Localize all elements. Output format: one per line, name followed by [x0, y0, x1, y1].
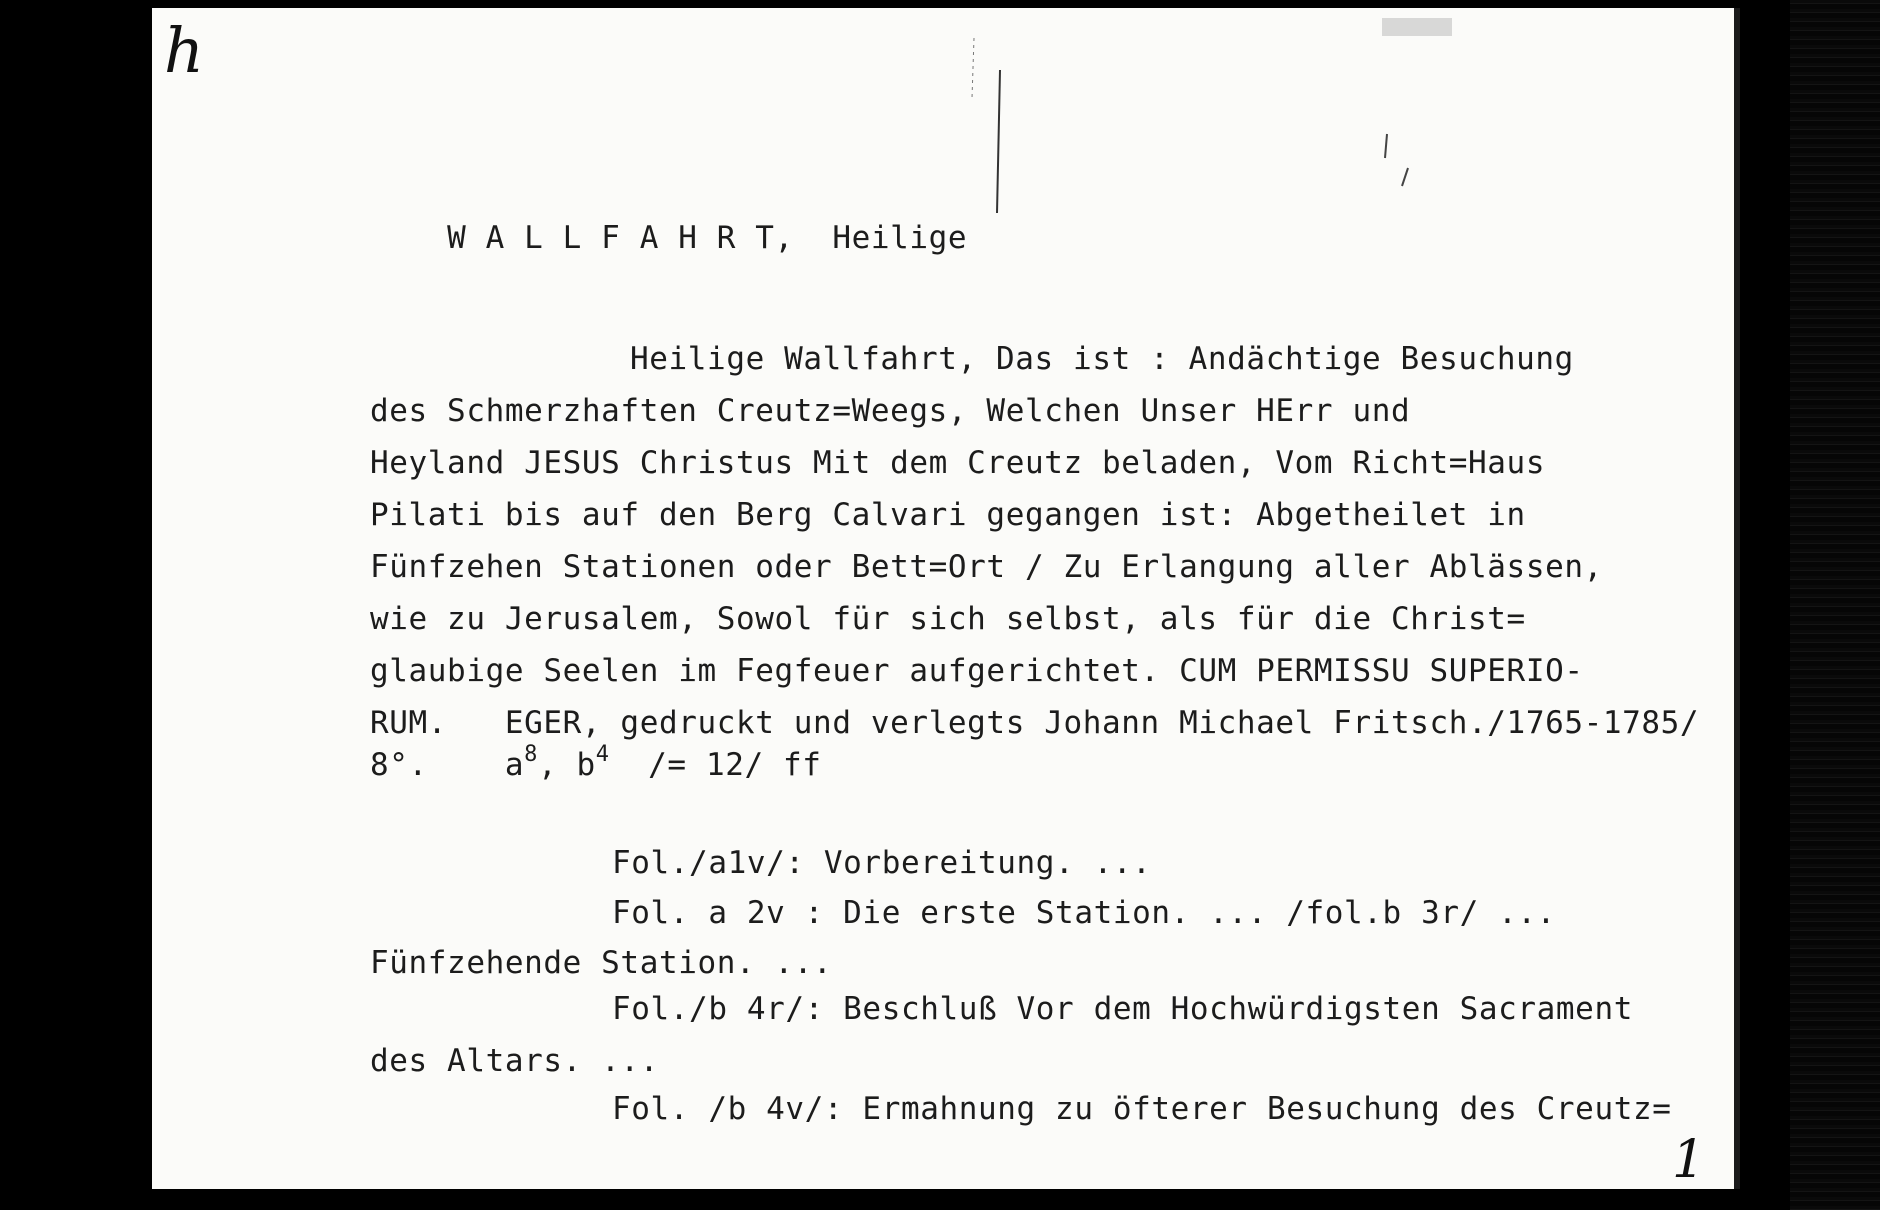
signature-b: b	[576, 747, 596, 783]
catalog-card	[152, 8, 1734, 1189]
corner-handwritten-mark: h	[164, 14, 204, 87]
page-number-mark: 1	[1672, 1130, 1706, 1189]
signature-separator: ,	[537, 747, 558, 783]
signature-a: a	[504, 747, 525, 783]
heading-sub: Heilige	[832, 220, 968, 256]
body-line-3: Heyland JESUS Christus Mit dem Creutz beladen, Vom Richt=Haus	[370, 445, 1546, 481]
contents-line-2: Fol. a 2v : Die erste Station. ... /fol.b 3r/ ...	[612, 895, 1556, 931]
heading-main: W A L L F A H R T,	[447, 220, 794, 256]
body-line-5: Fünfzehen Stationen oder Bett=Ort / Zu Erlangung aller Ablässen,	[370, 549, 1603, 585]
contents-line-5: des Altars. ...	[370, 1043, 659, 1079]
card-heading	[370, 192, 967, 285]
body-line-4: Pilati bis auf den Berg Calvari gegangen ist: Abgetheilet in	[370, 497, 1526, 533]
body-line-6: wie zu Jerusalem, Sowol für sich selbst, als für die Christ=	[370, 601, 1526, 637]
signature-b-count: 4	[595, 742, 610, 767]
card-edge-shadow	[1734, 8, 1740, 1189]
body-line-8: RUM. EGER, gedruckt und verlegts Johann Michael Fritsch./1765-1785/	[370, 705, 1700, 741]
contents-line-4: Fol./b 4r/: Beschluß Vor dem Hochwürdigsten Sacrament	[612, 991, 1633, 1027]
body-line-2: des Schmerzhaften Creutz=Weegs, Welchen Unser HErr und	[370, 393, 1411, 429]
contents-line-3: Fünfzehende Station. ...	[370, 945, 833, 981]
body-line-1: Heilige Wallfahrt, Das ist : Andächtige Besuchung	[630, 341, 1574, 377]
leaf-count: /= 12/ ff	[648, 747, 822, 783]
body-line-7: glaubige Seelen im Fegfeuer aufgerichtet. CUM PERMISSU SUPERIO-	[370, 653, 1584, 689]
contents-line-1: Fol./a1v/: Vorbereitung. ...	[612, 845, 1152, 881]
collation-line	[370, 742, 822, 783]
signature-a-count: 8	[524, 742, 538, 767]
format: 8°.	[370, 747, 428, 783]
scan-border-noise	[1790, 0, 1880, 1210]
contents-line-6: Fol. /b 4v/: Ermahnung zu öfterer Besuchung des Creutz=	[612, 1091, 1672, 1127]
